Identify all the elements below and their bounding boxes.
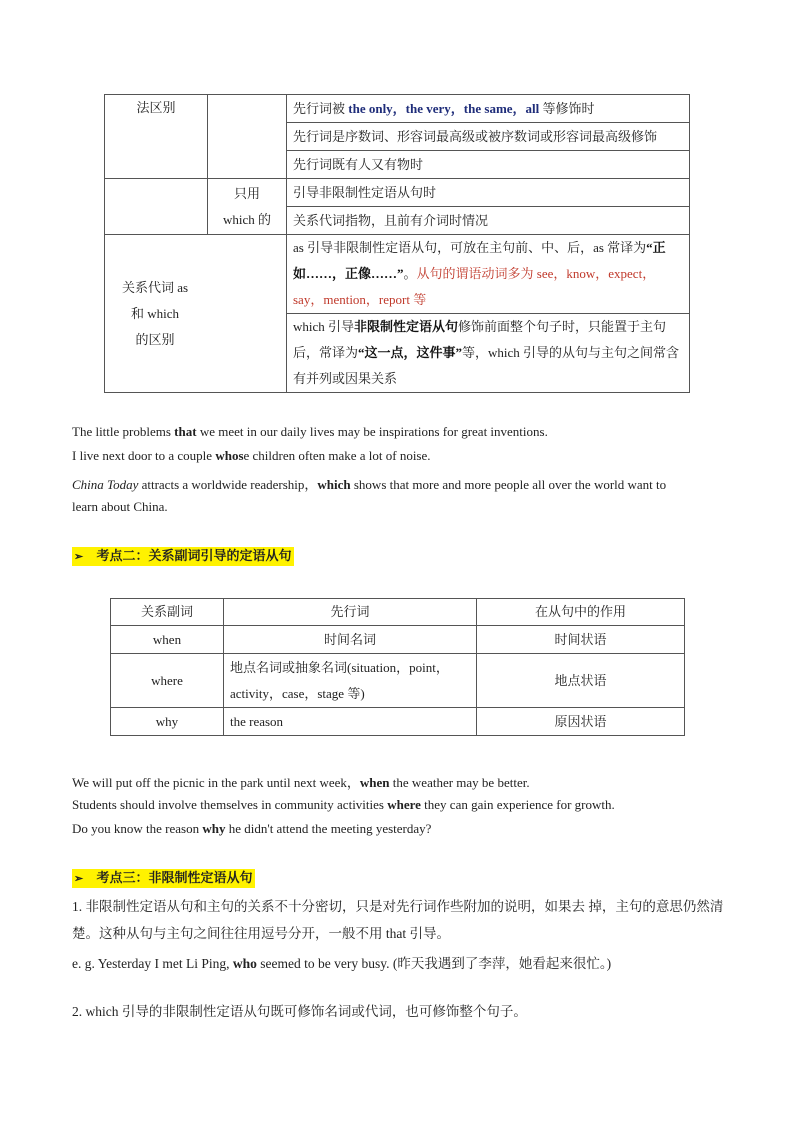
text: The little problems [72, 424, 175, 439]
table-cell [105, 95, 208, 179]
cell-text: 和 which [130, 305, 180, 321]
table-cell [208, 179, 287, 235]
cell-text: as 引导非限制性定语从句，可放在主句前、中、后，as 常译为 [293, 240, 647, 255]
section-heading [72, 869, 255, 888]
table-cell: 时间名词 [224, 626, 477, 654]
table-cell: 先行词既有人又有物时 [287, 151, 690, 179]
table-row [111, 708, 685, 736]
relative-pronoun-table [104, 94, 690, 393]
cell-text: 先行词被 [293, 100, 349, 116]
table-cell: 时间状语 [477, 626, 685, 654]
text: e children often make a lot of noise. [243, 448, 431, 463]
cell-text: which 引导 [293, 319, 355, 334]
keyword: why [202, 821, 226, 836]
table-cell: the reason [224, 708, 477, 736]
keyword: when [359, 775, 390, 790]
bold-text: “这一点，这件事” [358, 345, 463, 360]
section-title: 考点三：非限制性定语从句 [96, 870, 253, 885]
arrow-icon: ➢ [74, 551, 84, 563]
cell-text: 法区别 [136, 100, 176, 115]
text: the weather may be better. [389, 775, 530, 790]
table-row [105, 235, 690, 314]
table-cell: where [111, 654, 224, 708]
text: Students should involve themselves in community activities [72, 797, 388, 812]
table-cell: 地点状语 [477, 654, 685, 708]
example-sentence [72, 424, 548, 440]
bold-text: “正如……，正像……” [293, 240, 666, 281]
text: e. g. Yesterday I met Li Ping, [72, 956, 233, 971]
text: learn about China. [72, 499, 168, 514]
table-cell: 原因状语 [477, 708, 685, 736]
cell-text: 的区别 [135, 331, 175, 347]
table-cell: 地点名词或抽象名词(situation，point，activity，case，stage 等) [224, 654, 477, 708]
table-cell [208, 95, 287, 179]
table-row [105, 95, 690, 123]
text: seemed to be very busy. (昨天我遇到了李萍，她看起来很忙。) [256, 956, 612, 971]
table-row [105, 179, 690, 207]
section-title: 考点二：关系副词引导的定语从句 [96, 548, 292, 563]
table-cell: why [111, 708, 224, 736]
example-sentence [72, 772, 530, 791]
text: I live next door to a couple [72, 448, 216, 463]
relative-adverb-table [110, 598, 685, 736]
table-header-row [111, 599, 685, 626]
bold-text: 非限制性定语从句 [354, 319, 459, 334]
column-header: 关系副词 [111, 599, 224, 626]
example-sentence [72, 952, 611, 972]
highlight-words: the only，the very，the same，all [348, 100, 540, 116]
table-cell: when [111, 626, 224, 654]
text: We will put off the picnic in the park until next week， [72, 775, 360, 790]
keyword: where [387, 797, 421, 812]
cell-text: 只用 [233, 185, 260, 201]
table-cell [105, 235, 287, 393]
keyword: which [317, 477, 351, 492]
table-cell: 引导非限制性定语从句时 [287, 179, 690, 207]
cell-text: which 的 [222, 211, 272, 227]
text: Do you know the reason [72, 821, 203, 836]
table-cell: 关系代词指物，且前有介词时情况 [287, 207, 690, 235]
paragraph: 1. 非限制性定语从句和主句的关系不十分密切，只是对先行词作些附加的说明，如果去 掉，主句的意思仍然清楚。这种从句与主句之间往往用逗号分开，一般不用 that 引导。 [72, 899, 724, 941]
keyword: who [232, 956, 257, 971]
example-sentence [72, 797, 615, 813]
text: he didn't attend the meeting yesterday? [225, 821, 432, 836]
text: they can gain experience for growth. [420, 797, 615, 812]
table-cell [105, 179, 208, 235]
example-sentence [72, 499, 168, 515]
italic-title: China Today [72, 477, 139, 492]
column-header: 先行词 [224, 599, 477, 626]
keyword: whos [215, 448, 244, 463]
cell-text: 等修饰时 [539, 100, 595, 116]
example-sentence [72, 474, 666, 493]
table-cell: 先行词是序数词、形容词最高级或被序数词或形容词最高级修饰 [287, 123, 690, 151]
text: shows that more and more people all over the world want to [350, 477, 667, 492]
example-sentence [72, 821, 431, 837]
column-header: 在从句中的作用 [477, 599, 685, 626]
table-row [111, 654, 685, 708]
table-cell [287, 314, 690, 393]
cell-text: 修饰前面整个句子时，只能置于主句后，常译为 [293, 319, 667, 360]
table-cell [287, 95, 690, 123]
table-cell [287, 235, 690, 314]
text: attracts a worldwide readership， [138, 477, 318, 492]
cell-text: 关系代词 as [121, 279, 189, 295]
example-sentence [72, 448, 431, 464]
arrow-icon: ➢ [74, 873, 84, 885]
cell-text: 。 [403, 266, 417, 281]
text: we meet in our daily lives may be inspirations for great inventions. [196, 424, 548, 439]
table-row [111, 626, 685, 654]
red-text: 从句的谓语动词多为 see，know，expect，say，mention，report 等 [293, 266, 656, 307]
keyword: that [174, 424, 197, 439]
section-heading [72, 547, 294, 566]
paragraph: 2. which 引导的非限制性定语从句既可修饰名词或代词，也可修饰整个句子。 [72, 1004, 527, 1019]
cell-text: 等，which 引导的从句与主句之间常含有并列或因果关系 [293, 345, 680, 386]
